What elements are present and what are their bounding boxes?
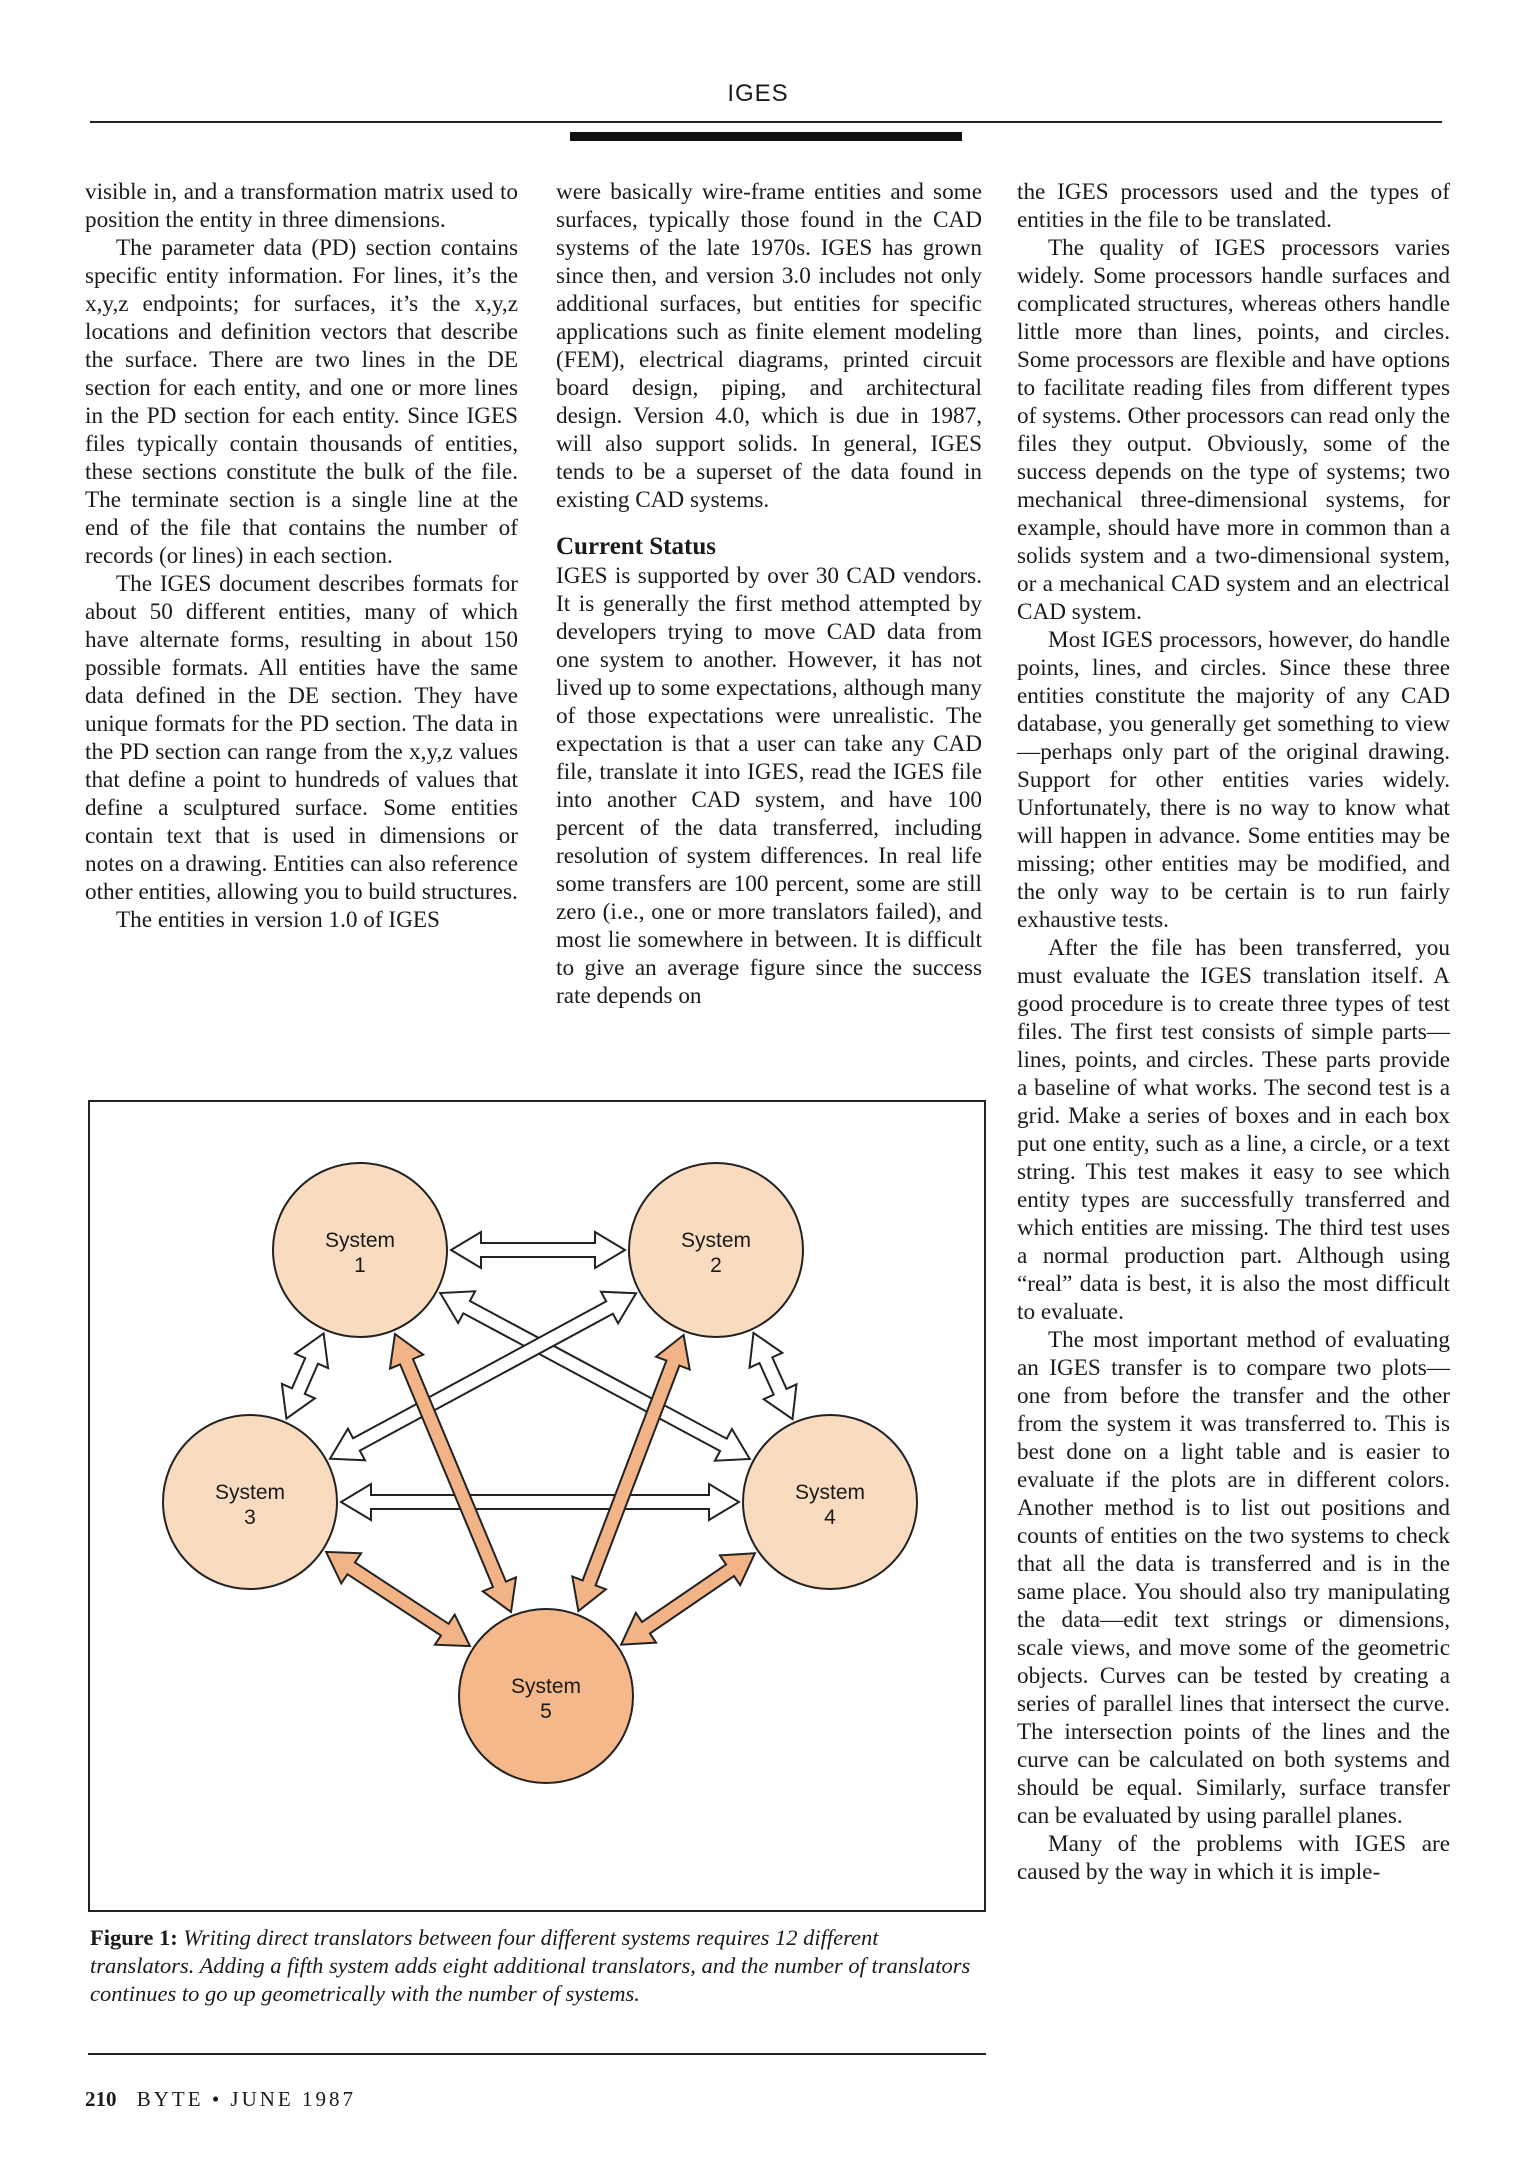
header-rule-bar [570, 132, 962, 141]
caption-text: Writing direct translators between four different systems requires 12 different translators. Adding a fifth system adds eight additional translators, and the number of translators continues to go up geometrically with the number of systems. [90, 1925, 971, 2006]
paragraph: Many of the problems with IGES are caused by the way in which it is imple- [1017, 1831, 1450, 1885]
caption-label: Figure 1: [90, 1925, 178, 1950]
translator-arrow [750, 1333, 797, 1419]
system-node-number: 3 [244, 1506, 256, 1529]
translator-arrow [341, 1484, 739, 1520]
paragraph: After the file has been transferred, you must evaluate the IGES translation itself. A good procedure is to create three types of test files. The first test consists of simple parts—lines, points, and circles. These parts provide a baseline of what works. The second test is a grid. Make a series of boxes and in each box put one entity, such as a line, a circle, or a text string. This test makes it easy to see which entity types are successfully transferred and which entities are missing. The third test uses a normal production part. Although using “real” data is best, it is also the most difficult to evaluate. [1017, 935, 1450, 1325]
system-node-label: System [214, 1481, 286, 1504]
page-number: 210 [85, 2087, 117, 2111]
system-node-number: 5 [540, 1700, 552, 1723]
paragraph: IGES is supported by over 30 CAD vendors. It is generally the first method attempted by developers trying to move CAD data from one system to another. However, it has not lived up to some expectations, although many of those expectations were unrealistic. The expectation is that a user can take any CAD file, translate it into IGES, read the IGES file into another CAD system, and have 100 percent of the data transferred, including resolution of system differences. In real life some transfers are 100 percent, some are still zero (i.e., one or more translators failed), and most lie somewhere in between. It is difficult to give an average figure since the success rate depends on [556, 563, 982, 1009]
paragraph: The parameter data (PD) section contains specific entity information. For lines, it’s the x,y,z endpoints; for surfaces, it’s the x,y,z locations and definition vectors that describe the surface. There are two lines in the DE section for each entity, and one or more lines in the PD section for each entity. Since IGES files typically contain thousands of entities, these sections constitute the bulk of the file. The terminate section is a single line at the end of the file that contains the number of records (or lines) in each section. [85, 235, 518, 569]
page-footer [85, 2087, 356, 2112]
translator-arrow [282, 1333, 328, 1418]
system-node-number: 2 [710, 1254, 722, 1277]
system-node-label: System [794, 1481, 866, 1504]
publication-line: BYTE • JUNE 1987 [136, 2087, 357, 2111]
translator-arrow-new [326, 1552, 470, 1646]
figure-1 [88, 1100, 986, 1912]
paragraph: The entities in version 1.0 of IGES [116, 907, 440, 933]
page-header-title: IGES [727, 80, 789, 107]
translator-arrow [451, 1232, 625, 1268]
section-heading: Current Status [556, 533, 716, 560]
text-column-2 [556, 178, 982, 1010]
paragraph: The quality of IGES processors varies widely. Some processors handle surfaces and complicated structures, whereas others handle little more than lines, points, and circles. Some processors are flexible and have options to facilitate reading files from different types of systems. Other processors can read only the files they output. Obviously, some of the success depends on the type of systems; two mechanical three-dimensional systems, for example, should have more in common than a solids system and a two-dimensional system, or a mechanical CAD system and an electrical CAD system. [1017, 235, 1450, 625]
paragraph: visible in, and a transformation matrix used to position the entity in three dimensions. [85, 179, 518, 233]
paragraph: the IGES processors used and the types of entities in the file to be translated. [1017, 179, 1450, 233]
paragraph: Most IGES processors, however, do handle points, lines, and circles. Since these three entities constitute the majority of any CAD database, you generally get something to view—perhaps only part of the original drawing. Support for other entities varies widely. Unfortunately, there is no way to know what will happen in advance. Some entities may be missing; other entities may be modified, and the only way to be certain is to run fairly exhaustive tests. [1017, 627, 1450, 933]
paragraph: The most important method of evaluating an IGES transfer is to compare two plots—one from before the transfer and the other from the system it was transferred to. This is best done on a light table and is easier to evaluate if the plots are in different colors. Another method is to list out positions and counts of entities on the two systems to check that all the data is transferred and is in the same place. You should also try manipulating the data—edit text strings or dimensions, scale views, and move some of the geometric objects. Curves can be tested by creating a series of parallel lines that intersect the curve. The intersection points of the lines and the curve can be calculated on both systems and should be equal. Similarly, surface transfer can be evaluated by using parallel planes. [1017, 1327, 1450, 1829]
text-column-3 [1017, 178, 1450, 1886]
paragraph: were basically wire-frame entities and some surfaces, typically those found in the CAD systems of the late 1970s. IGES has grown since then, and version 3.0 includes not only additional surfaces, but entities for specific applications such as finite element modeling (FEM), electrical diagrams, printed circuit board design, piping, and architectural design. Version 4.0, which is due in 1987, will also support solids. In general, IGES tends to be a superset of the data found in existing CAD systems. [556, 179, 982, 513]
system-node-label: System [680, 1229, 752, 1252]
system-node-number: 1 [354, 1254, 366, 1277]
system-node-number: 4 [824, 1506, 836, 1529]
figure-caption [90, 1924, 986, 2008]
paragraph: The IGES document describes formats for about 50 different entities, many of which have alternate forms, resulting in about 150 possible formats. All entities have the same data defined in the DE section. They have unique formats for the PD section. The data in the PD section can range from the x,y,z values that define a point to hundreds of values that define a sculptured surface. Some entities contain text that is used in dimensions or notes on a drawing. Entities can also reference other entities, allowing you to build structures. [85, 571, 518, 905]
translator-arrow-new [621, 1553, 755, 1644]
footer-rule [88, 2053, 986, 2055]
header-rule [90, 121, 1442, 123]
text-column-1 [85, 178, 518, 934]
translator-diagram [90, 1102, 988, 1914]
system-node-label: System [324, 1229, 396, 1252]
system-node-label: System [510, 1675, 582, 1698]
